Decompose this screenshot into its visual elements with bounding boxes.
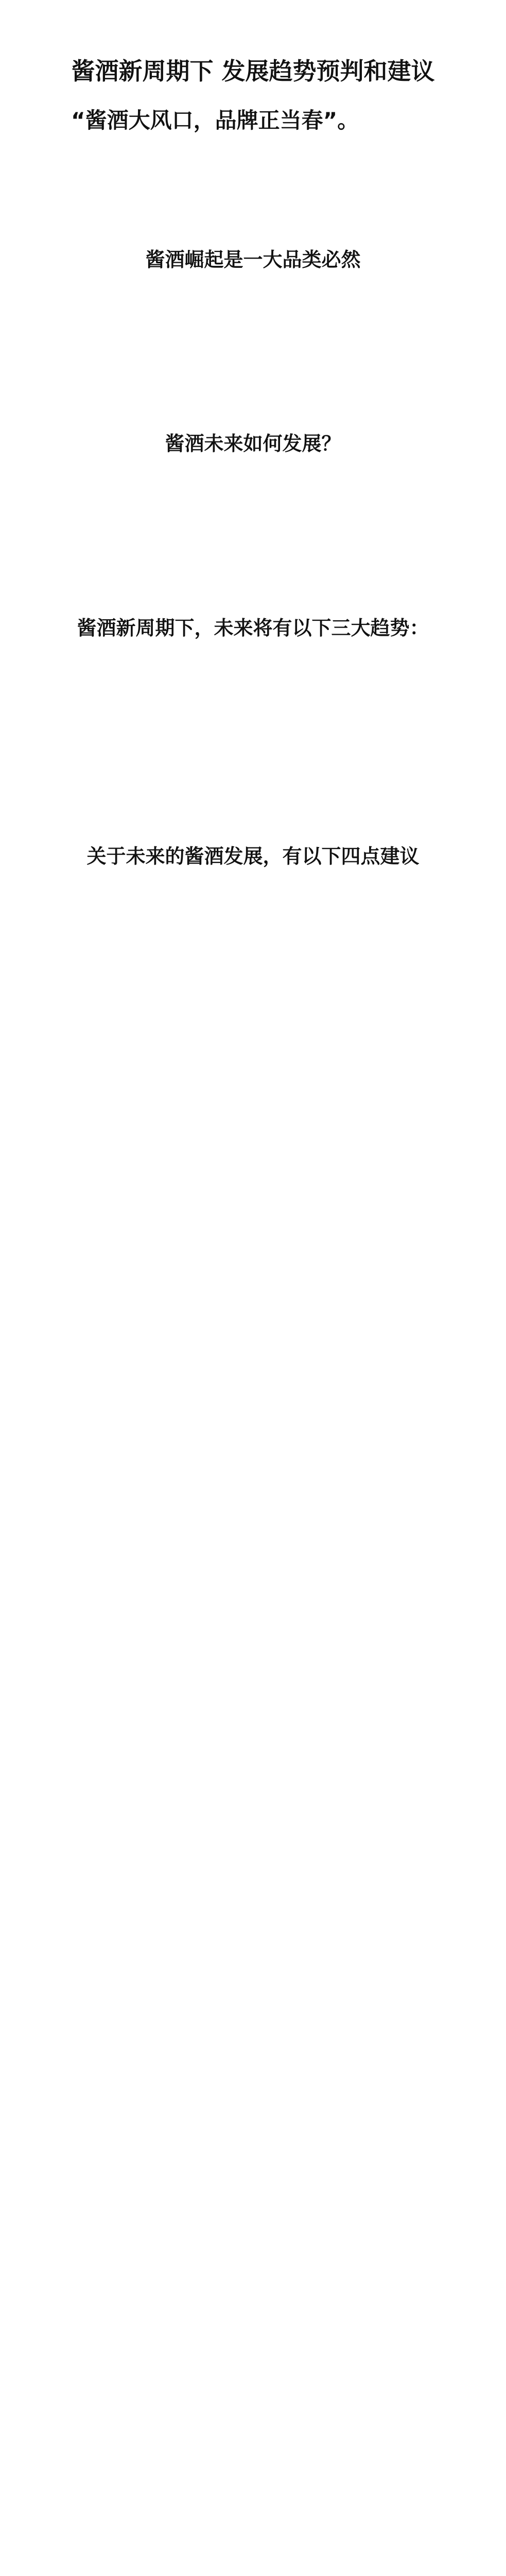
paragraph [28, 930, 478, 960]
article-title: 酱酒新周期下 发展趋势预判和建议 [71, 57, 435, 85]
paragraph [28, 518, 478, 548]
paragraph [28, 473, 478, 503]
paragraph [28, 886, 478, 916]
paragraph [28, 194, 478, 224]
paragraph [28, 790, 478, 820]
paragraph [28, 378, 478, 408]
paragraph [28, 562, 478, 592]
paragraph [28, 149, 478, 179]
paragraph [28, 1019, 478, 1048]
section-title: 酱酒崛起是一大品类必然 [145, 248, 361, 272]
section-title: 关于未来的酱酒发展，有以下四点建议 [86, 844, 420, 868]
paragraph [28, 333, 478, 363]
section-title: 酱酒未来如何发展？ [165, 432, 341, 455]
paragraph [28, 702, 478, 732]
section-title: 酱酒新周期下，未来将有以下三大趋势： [77, 616, 429, 639]
paragraph [28, 974, 478, 1004]
paragraph [28, 746, 478, 776]
article-subtitle: “酱酒大风口，品牌正当春”。 [71, 107, 359, 133]
paragraph [28, 289, 478, 319]
article-body [28, 149, 478, 1048]
paragraph [28, 657, 478, 687]
